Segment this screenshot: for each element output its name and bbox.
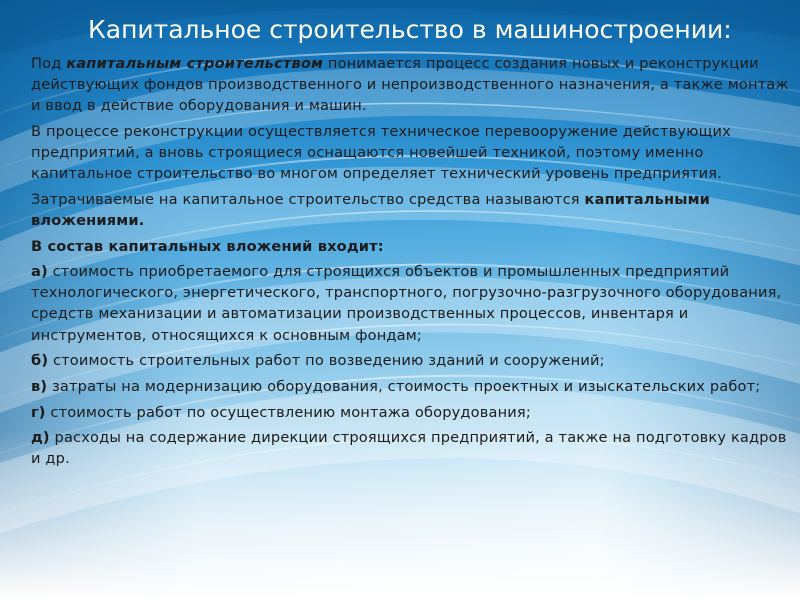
list-item-d xyxy=(31,427,796,469)
list-item-text: стоимость работ по осуществлению монтажа оборудования; xyxy=(45,403,531,421)
paragraph-composition-heading xyxy=(31,236,796,257)
investments-lead: Затрачиваемые на капитальное строительство средства называются xyxy=(31,190,585,208)
list-item-g xyxy=(31,402,796,423)
list-marker: а) xyxy=(31,263,48,281)
composition-heading: В состав капитальных вложений входит: xyxy=(31,237,384,255)
list-item-b xyxy=(31,350,796,371)
term-capital-investments: капитальными вложениями. xyxy=(31,190,711,229)
list-marker: в) xyxy=(31,377,48,395)
paragraph-definition xyxy=(31,53,796,116)
list-marker: г) xyxy=(31,403,46,421)
slide-title: Капитальное строительство в машиностроении: xyxy=(88,15,732,44)
list-item-text: затраты на модернизацию оборудования, стоимость проектных и изыскательских работ; xyxy=(47,377,761,395)
slide-body xyxy=(31,53,796,474)
paragraph-reconstruction: В процессе реконструкции осуществляется техническое перевооружение действующих предприятий, а вновь строящиеся оснащаются новейшей техникой, поэтому именно капитальное строительство во многом определяет технический уровень предприятия. xyxy=(31,122,731,183)
definition-text: понимается процесс создания новых и реконструкции действующих фондов производственного и непроизводственного назначения, а также монтаж и ввод в действие оборудования и машин. xyxy=(31,55,789,115)
definition-lead: Под xyxy=(31,55,67,72)
list-item-text: расходы на содержание дирекции строящихся предприятий, а также на подготовку кадров и др. xyxy=(31,429,787,468)
list-item-v xyxy=(31,376,796,397)
paragraph-investments xyxy=(31,189,796,231)
list-item-text: стоимость строительных работ по возведению зданий и сооружений; xyxy=(48,352,605,370)
list-marker: д) xyxy=(31,429,50,447)
term-capital-construction: капитальным строительством xyxy=(66,55,324,72)
list-item-a xyxy=(31,261,796,345)
list-item-text: стоимость приобретаемого для строящихся объектов и промышленных предприятий технологического, энергетического, транспортного, погрузочно-разгрузочного оборудования, средств механизации и автоматизации производственных процессов, инвентаря и инструментов, относящихся к основным фондам; xyxy=(31,263,782,344)
list-marker: б) xyxy=(31,352,49,370)
